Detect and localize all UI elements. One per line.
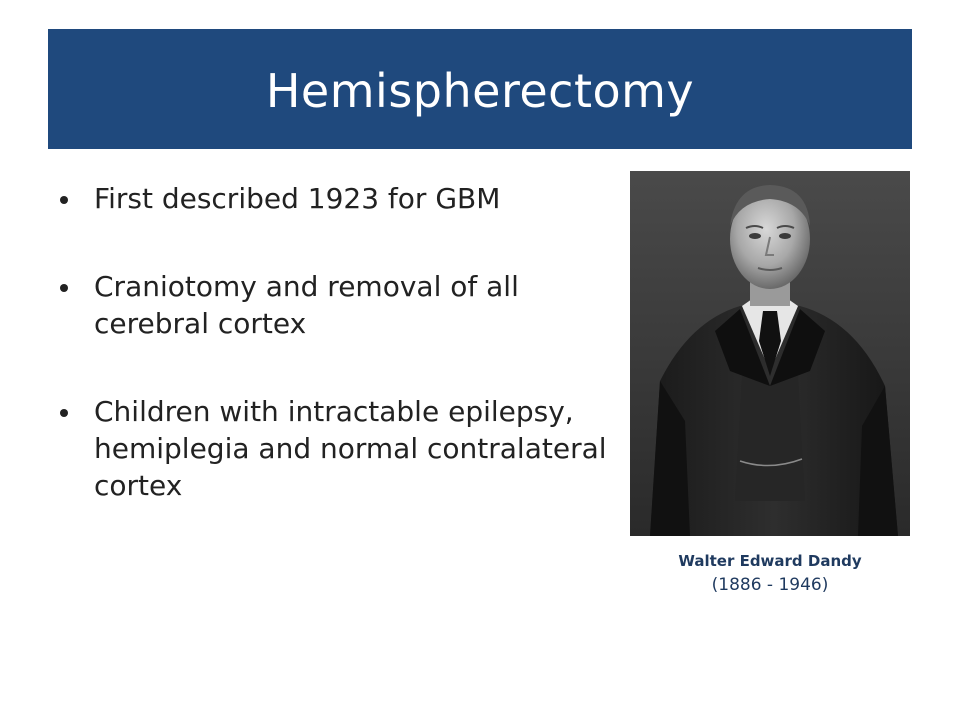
title-bar [48,29,912,149]
bullet-text: Children with intractable epilepsy, hemiplegia and normal contralateral cortex [94,395,607,502]
slide-title: Hemispherectomy [265,64,695,118]
portrait-illustration [630,171,910,536]
bullet-text: First described 1923 for GBM [94,182,501,215]
portrait-photo [630,171,910,536]
bullet-dot-icon [60,284,68,292]
caption-years: (1886 - 1946) [711,575,829,595]
bullet-dot-icon [60,196,68,204]
photo-caption [630,550,910,598]
bullet-text: Craniotomy and removal of all cerebral cortex [94,270,519,340]
bullet-item [58,180,628,217]
bullet-item [58,268,628,342]
bullet-item [58,393,628,504]
bullet-dot-icon [60,409,68,417]
bullet-list [58,180,628,555]
caption-name: Walter Edward Dandy [678,552,862,570]
